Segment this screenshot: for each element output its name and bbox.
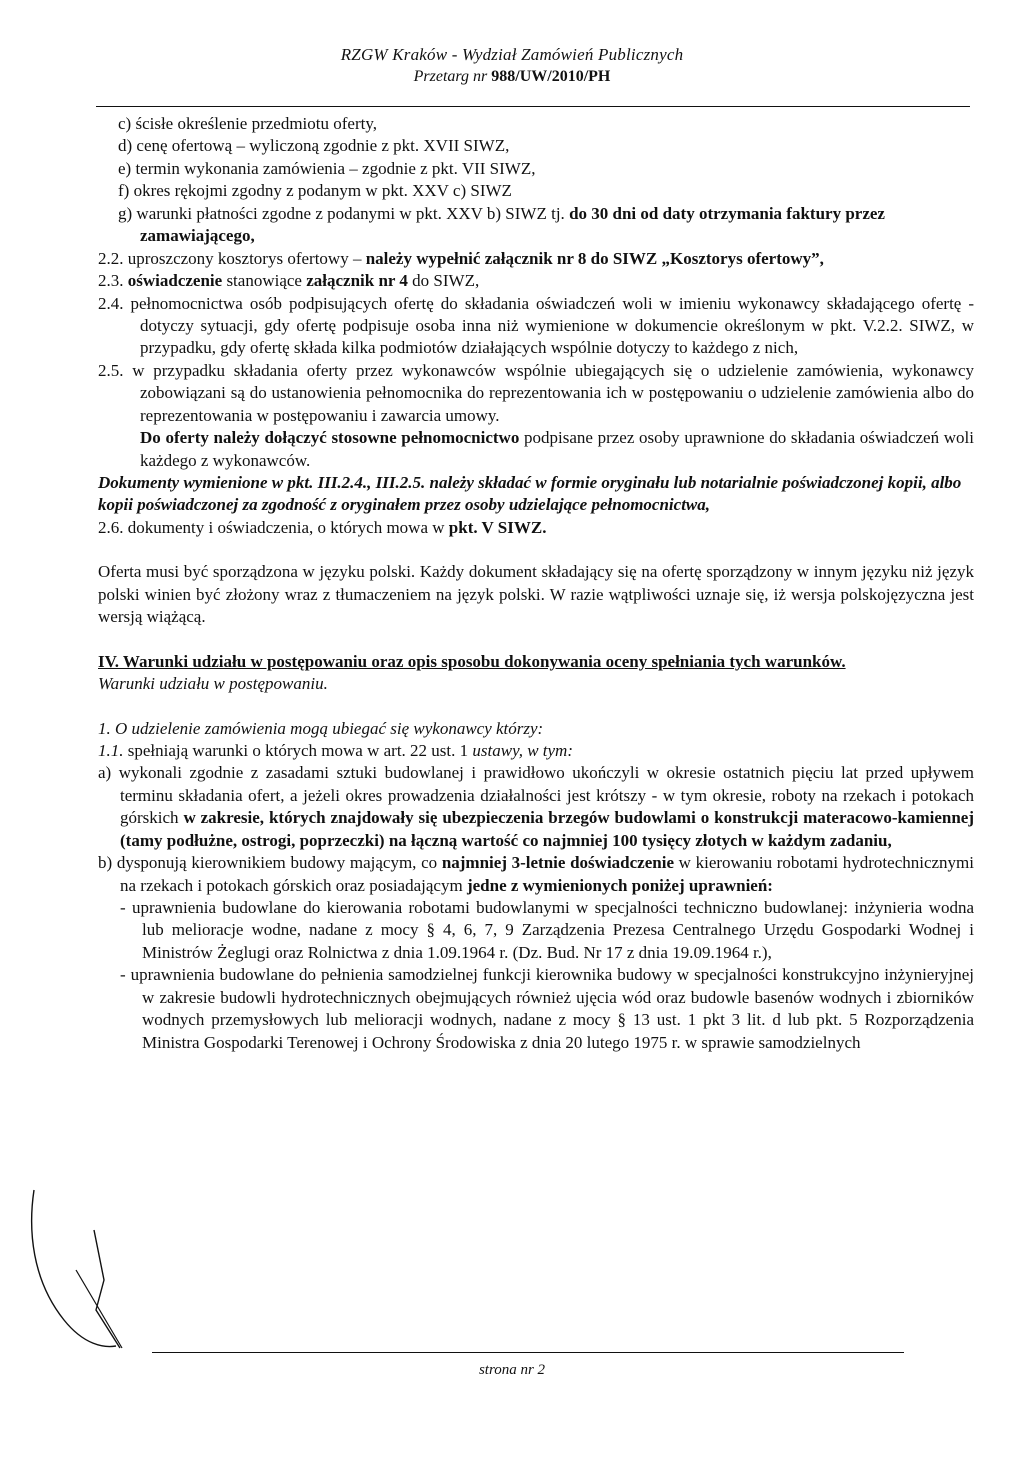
item-2-6-text: dokumenty i oświadczenia, o których mowa w xyxy=(123,517,449,537)
header-tender xyxy=(0,66,1024,87)
item-2-6 xyxy=(98,517,974,539)
point-1-1-text: spełniają warunki o których mowa w art. 22 ust. 1 xyxy=(123,740,473,760)
condition-b-text: b) dysponują kierownikiem budowy mającym, co xyxy=(98,853,442,873)
item-2-3-text2: do SIWZ, xyxy=(407,271,480,291)
item-2-5-bold: Do oferty należy dołączyć stosowne pełnomocnictwo xyxy=(140,428,520,448)
item-2-5-num: 2.5. xyxy=(98,360,124,380)
condition-b-bold: najmniej 3-letnie doświadczenie xyxy=(441,853,674,873)
permission-item-2: - uprawnienia budowlane do pełnienia samodzielnej funkcji kierownika budowy w specjalności konstrukcyjno inżynieryjnej w zakresie budowli hydrotechnicznych obejmujących również ujęcia wód oraz budowle basenów wodnych i zbiorników wodnych przemysłowych lub melioracji wodnych, nadane z mocy § 13 ust. 1 pkt 3 lit. d lub pkt. 5 Rozporządzenia Ministra Gospodarki Terenowej i Ochrony Środowiska z dnia 20 lutego 1975 r. w sprawie samodzielnych xyxy=(120,965,974,1052)
point-1-1 xyxy=(98,740,974,762)
item-2-3-bold1: oświadczenie xyxy=(123,271,223,291)
item-e: e) termin wykonania zamówienia – zgodnie z pkt. VII SIWZ, xyxy=(118,158,536,178)
section-iv-title: IV. Warunki udziału w postępowaniu oraz opis sposobu dokonywania oceny spełniania tych warunków. xyxy=(98,651,846,671)
document-body xyxy=(98,113,974,1054)
item-2-5-text: w przypadku składania oferty przez wykonawców wspólnie ubiegających się o udzielenie zamówienia, wykonawcy zobowiązani są do ustanowienia pełnomocnika do reprezentowania ich w postępowaniu o udzielenie zamówienia albo do reprezentowania w postępowaniu i zawarcia umowy. xyxy=(123,360,974,425)
condition-a-bold: w zakresie, których znajdowały się ubezpieczenia brzegów budowlami o konstrukcji materacowo-kamiennej (tamy podłużne, ostrogi, poprzeczki) na łączną wartość co najmniej 100 tysięcy złotych w każdym zadaniu, xyxy=(120,808,974,850)
item-f: f) okres rękojmi zgodny z podanym w pkt. XXV c) SIWZ xyxy=(118,181,512,201)
item-g xyxy=(98,203,974,248)
footer-rule xyxy=(152,1352,904,1353)
item-2-3 xyxy=(98,270,974,292)
permission-item-1: - uprawnienia budowlane do kierowania robotami budowlanymi w specjalności techniczno budowlanej: inżynieria wodna lub melioracje wodne, nadane z mocy § 4, 6, 7, 9 Zarządzenia Prezesa Centralnego Urzędu Gospodarki Wodnej i Ministrów Żeglugi oraz Rolnictwa z dnia 1.09.1964 r. (Dz. Bud. Nr 17 z dnia 19.09.1964 r.), xyxy=(120,898,974,962)
item-2-6-bold: pkt. V SIWZ. xyxy=(448,517,547,537)
header-office: RZGW Kraków - Wydział Zamówień Publicznych xyxy=(340,45,684,64)
spacer xyxy=(98,539,974,561)
item-2-5 xyxy=(98,360,974,427)
condition-b xyxy=(98,852,974,897)
condition-a-text: a) wykonali zgodnie z zasadami sztuki budowlanej i prawidłowo ukończyli w okresie ostatnich pięciu lat przed upływem terminu składania ofert, a jeżeli okres prowadzenia działalności jest krótszy - w tym okresie, roboty na rzekach i potokach górskich xyxy=(98,763,974,828)
item-2-4 xyxy=(98,293,974,360)
item-2-2-num: 2.2. xyxy=(98,248,124,268)
item-2-3-bold2: załącznik nr 4 xyxy=(306,271,408,291)
spacer xyxy=(98,629,974,651)
condition-b-bold2: jedne z wymienionych poniżej uprawnień: xyxy=(466,875,773,895)
item-d: d) cenę ofertową – wyliczoną zgodnie z pkt. XVII SIWZ, xyxy=(118,136,510,156)
signature-mark xyxy=(24,1170,134,1350)
point-1-1-italic: ustawy, w tym: xyxy=(472,740,573,760)
page-header xyxy=(0,44,1024,88)
point-1: 1. O udzielenie zamówienia mogą ubiegać się wykonawcy którzy: xyxy=(98,718,544,738)
item-2-2-bold: należy wypełnić załącznik nr 8 do SIWZ „Kosztorys ofertowy”, xyxy=(365,248,824,268)
header-tender-number: 988/UW/2010/PH xyxy=(491,68,611,86)
item-g-bold: do 30 dni od daty otrzymania faktury przez zamawiającego, xyxy=(140,203,885,246)
documents-note: Dokumenty wymienione w pkt. III.2.4., III.2.5. należy składać w formie oryginału lub notarialnie poświadczonej kopii, albo kopii poświadczonej za zgodność z oryginałem przez osoby udzielające pełnomocnictwa, xyxy=(98,473,962,515)
item-g-text: g) warunki płatności zgodne z podanymi w pkt. XXV b) SIWZ tj. xyxy=(118,203,565,223)
language-paragraph: Oferta musi być sporządzona w języku polski. Każdy dokument składający się na ofertę sporządzony w innym języku niż język polski winien być złożony wraz z tłumaczeniem na język polski. W razie wątpliwości uznaje się, iż wersja polskojęzyczna jest wersją wiążącą. xyxy=(98,562,974,627)
item-c: c) ścisłe określenie przedmiotu oferty, xyxy=(118,114,377,133)
condition-b-text2: w kierowaniu robotami hydrotechnicznymi na rzekach i potokach górskich oraz posiadającym xyxy=(120,853,974,895)
item-2-4-text: pełnomocnictwa osób podpisujących ofertę do składania oświadczeń woli w imieniu wykonawcy składającego ofertę - dotyczy sytuacji, gdy ofertę podpisuje osoba inna niż wymienione w dokumencie określonym w pkt. V.2.2. SIWZ, w przypadku, gdy ofertę składa kilka podmiotów działających wspólnie dotyczy to każdego z nich, xyxy=(123,293,974,358)
item-2-4-num: 2.4. xyxy=(98,293,124,313)
section-iv-subheading: Warunki udziału w postępowaniu. xyxy=(98,674,328,694)
header-tender-prefix: Przetarg nr xyxy=(413,68,488,86)
item-2-3-num: 2.3. xyxy=(98,271,124,291)
item-2-5-cont xyxy=(98,427,974,472)
page-number: strona nr 2 xyxy=(478,1362,546,1378)
item-2-2-text: uproszczony kosztorys ofertowy – xyxy=(123,248,366,268)
header-rule xyxy=(96,106,970,107)
item-2-6-num: 2.6. xyxy=(98,517,124,537)
item-2-2 xyxy=(98,248,974,270)
item-2-5-text2: podpisane przez osoby uprawnione do składania oświadczeń woli każdego z wykonawców. xyxy=(140,428,974,470)
section-iv-heading xyxy=(98,651,974,673)
item-2-3-text: stanowiące xyxy=(222,271,307,291)
condition-a xyxy=(98,762,974,852)
point-1-1-num: 1.1. xyxy=(98,740,124,760)
spacer xyxy=(98,696,974,718)
